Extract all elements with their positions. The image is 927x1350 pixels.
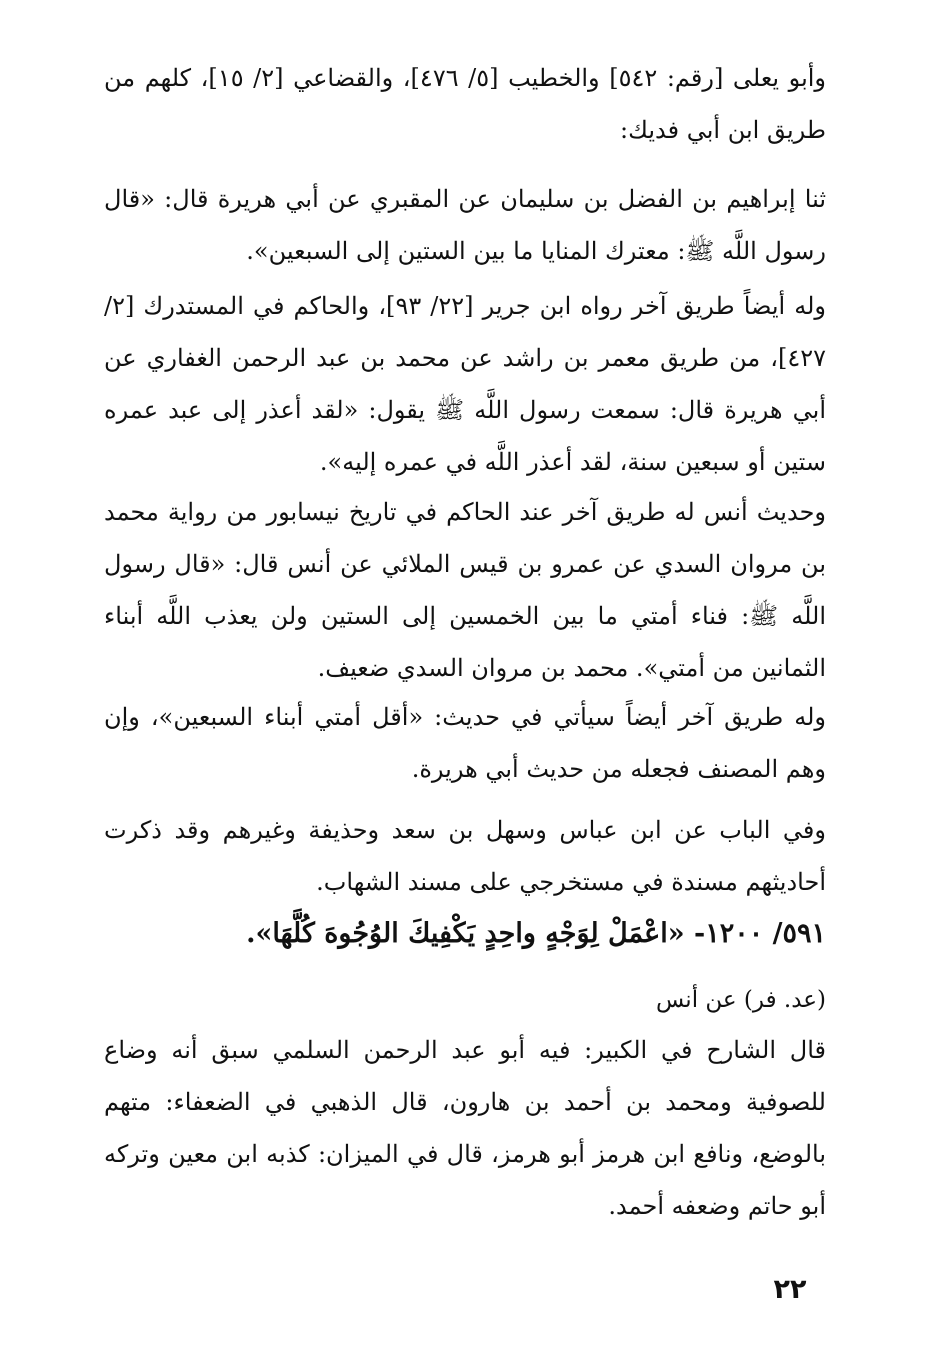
paragraph-additional-route: وله طريق آخر أيضاً سيأتي في حديث: «أقل أمتي أبناء السبعين»، وإن وهم المصنف فجعله من حديث أبي هريرة. — [104, 703, 826, 783]
hadith-heading — [104, 908, 826, 960]
hadith-number: ٥٩١/ ١٢٠٠- — [693, 918, 826, 949]
hadith-source: (عد. فر) عن أنس — [655, 987, 826, 1013]
page-number: ٢٢ — [773, 1274, 807, 1305]
hadith-text: «اعْمَلْ لِوَجْهٍ واحِدٍ يَكْفِيكَ الوُجُوهَ كُلَّهَا». — [246, 918, 685, 949]
paragraph-anas-route: وحديث أنس له طريق آخر عند الحاكم في تاريخ نيسابور من رواية محمد بن مروان السدي عن عمرو بن قيس الملائي عن أنس قال: «قال رسول اللَّه ﷺ: فناء أمتي ما بين الخمسين إلى الستين ولن يعذب اللَّه أبناء الثمانين من أمتي». محمد بن مروان السدي ضعيف. — [104, 498, 826, 682]
paragraph-commentary: قال الشارح في الكبير: فيه أبو عبد الرحمن السلمي سبق أنه وضاع للصوفية ومحمد بن أحمد بن هارون، قال الذهبي في الضعفاء: متهم بالوضع، ونافع ابن هرمز أبو هرمز، قال في الميزان: كذبه ابن معين وتركه أبو حاتم وضعفه أحمد. — [104, 1036, 826, 1220]
paragraph-in-chapter: وفي الباب عن ابن عباس وسهل بن سعد وحذيفة وغيرهم وقد ذكرت أحاديثهم مسندة في مستخرجي على مسند الشهاب. — [104, 816, 826, 896]
paragraph-sources: وأبو يعلى [رقم: ٥٤٢] والخطيب [٥/ ٤٧٦]، والقضاعي [٢/ ١٥]، كلهم من طريق ابن أبي فديك: — [104, 64, 827, 144]
paragraph-another-route: وله أيضاً طريق آخر رواه ابن جرير [٢٢/ ٩٣]، والحاكم في المستدرك [٢/ ٤٢٧]، من طريق معمر بن راشد عن محمد بن عبد الرحمن الغفاري عن أبي هريرة قال: سمعت رسول اللَّه ﷺ يقول: «لقد أعذر إلى عبد عمره ستين أو سبعين سنة، لقد أعذر اللَّه في عمره إليه». — [104, 292, 827, 476]
paragraph-chain-abu-hurayra: ثنا إبراهيم بن الفضل بن سليمان عن المقبري عن أبي هريرة قال: «قال رسول اللَّه ﷺ: معترك المنايا ما بين الستين إلى السبعين». — [104, 185, 826, 265]
